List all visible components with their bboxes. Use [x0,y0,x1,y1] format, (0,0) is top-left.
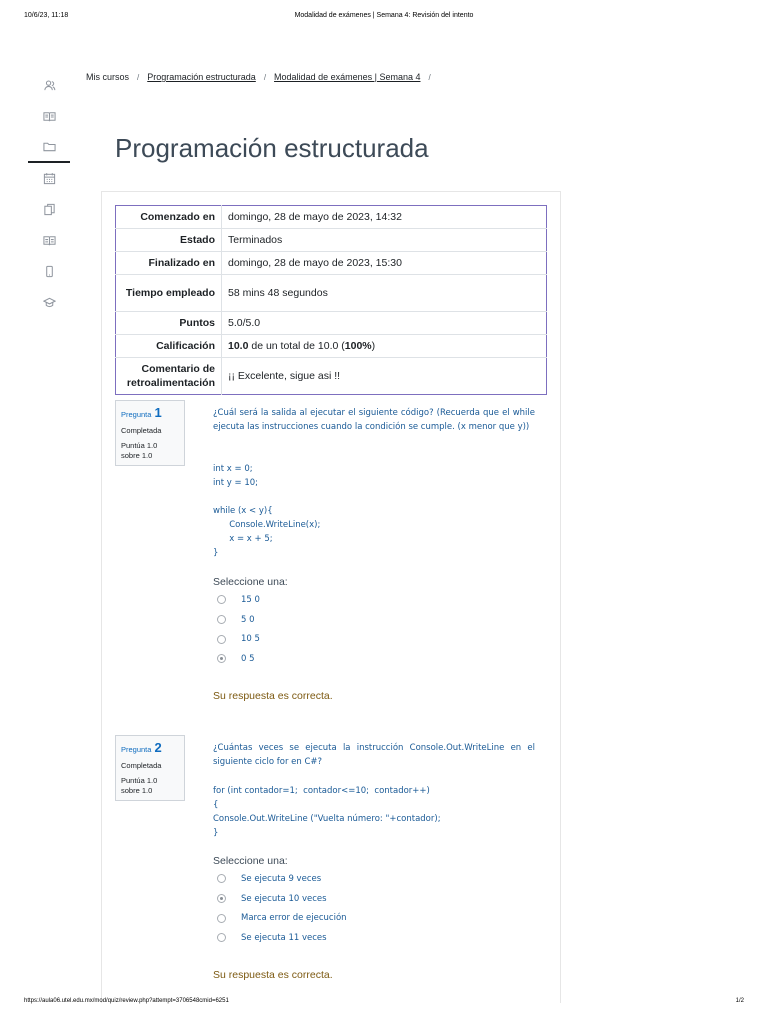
question-state: Completada [121,761,162,770]
nav-files[interactable] [28,132,70,163]
answer-option-label: 15 0 [241,594,260,605]
summary-value: ¡¡ Excelente, sigue asi !! [222,358,547,395]
print-footer [24,998,744,1010]
print-url: https://aula06.utel.edu.mx/mod/quiz/review.php?attempt=3706548cmid=6251 [24,998,229,1004]
question-info-box [115,735,185,801]
breadcrumb-quiz[interactable]: Modalidad de exámenes | Semana 4 [274,72,421,82]
summary-key: Estado [116,229,222,252]
nav-courses[interactable] [28,287,70,318]
summary-row [116,335,547,358]
question-text: ¿Cuántas veces se ejecuta la instrucción Console.Out.WriteLine en el siguiente ciclo for en C#? [213,743,535,768]
question-grade-line: sobre 1.0 [121,786,153,795]
nav-calendar[interactable] [28,163,70,194]
summary-key: Finalizado en [116,252,222,275]
question-grade-line: sobre 1.0 [121,451,153,460]
folder-icon [43,140,56,153]
breadcrumb-course[interactable]: Programación estructurada [147,72,256,82]
book-open-icon [43,110,56,123]
summary-row [116,229,547,252]
answer-option[interactable] [217,908,347,928]
answer-option-label: Se ejecuta 9 veces [241,873,322,884]
answer-option[interactable] [217,889,347,909]
question-info-box [115,400,185,466]
summary-value: Terminados [222,229,547,252]
nav-participants[interactable] [28,70,70,101]
question-number [121,405,179,420]
print-page-number: 1/2 [735,998,744,1004]
question-code: for (int contador=1; contador<=10; contador++) { Console.Out.WriteLine ("Vuelta número: "+contador); } [213,786,441,838]
answer-option-label: 0 5 [241,653,255,664]
breadcrumb-my-courses[interactable]: Mis cursos [86,72,130,82]
breadcrumb-separator: / [137,73,140,82]
question-code: int x = 0; int y = 10; while (x < y){ Console.WriteLine(x); x = x + 5; } [213,464,321,558]
mobile-icon [43,265,56,278]
summary-value: 58 mins 48 segundos [222,275,547,312]
attempt-summary-table [115,205,547,395]
summary-row [116,206,547,229]
nav-library[interactable] [28,225,70,256]
nav-copies[interactable] [28,194,70,225]
print-date: 10/6/23, 11:18 [24,12,69,19]
summary-row [116,252,547,275]
summary-value [222,335,547,358]
answer-option-label: 5 0 [241,614,255,625]
answer-option[interactable] [217,928,347,948]
summary-key: Tiempo empleado [116,275,222,312]
grade-percent: 100% [344,340,372,352]
grade-close: ) [371,340,376,352]
summary-key: Comentario de retroalimentación [116,358,222,395]
answer-options [217,869,347,948]
answer-prompt: Seleccione una: [213,855,288,867]
print-title: Modalidad de exámenes | Semana 4: Revisión del intento [294,12,474,19]
question-grade-line: Puntúa 1.0 [121,776,158,785]
answer-option-label: Se ejecuta 10 veces [241,893,327,904]
question-grade-line: Puntúa 1.0 [121,441,158,450]
summary-value: domingo, 28 de mayo de 2023, 15:30 [222,252,547,275]
summary-row [116,312,547,335]
summary-key: Calificación [116,335,222,358]
nav-mobile[interactable] [28,256,70,287]
user-group-icon [43,79,56,92]
question-number-value: 2 [154,740,162,755]
summary-key: Puntos [116,312,222,335]
breadcrumb [86,72,439,82]
question-number-value: 1 [154,405,162,420]
radio-button-selected[interactable] [217,894,226,903]
summary-row [116,275,547,312]
answer-option-label: Marca error de ejecución [241,913,347,924]
question-label: Pregunta [121,410,152,419]
question-grade [121,776,179,796]
radio-button-selected[interactable] [217,654,226,663]
summary-row [116,358,547,395]
answer-option-label: 10 5 [241,634,260,645]
graduation-cap-icon [43,296,56,309]
radio-button[interactable] [217,914,226,923]
answer-option[interactable] [217,629,260,649]
answer-prompt: Seleccione una: [213,576,288,588]
answer-option[interactable] [217,869,347,889]
radio-button[interactable] [217,874,226,883]
side-navigation [28,70,70,318]
breadcrumb-separator: / [263,73,267,82]
radio-button[interactable] [217,635,226,644]
breadcrumb-separator: / [428,73,431,82]
grade-value: 10.0 [228,340,249,352]
question-number [121,740,179,755]
nav-content[interactable] [28,101,70,132]
summary-value: domingo, 28 de mayo de 2023, 14:32 [222,206,547,229]
radio-button[interactable] [217,933,226,942]
answer-option[interactable] [217,590,260,610]
summary-key: Comenzado en [140,211,215,223]
answer-feedback: Su respuesta es correcta. [213,969,333,981]
question-text: ¿Cuál será la salida al ejecutar el siguiente código? (Recuerda que el while ejecuta las instrucciones cuando la condición se cumple. (x menor que y)) [213,408,535,433]
answer-options [217,590,260,669]
question-grade [121,441,179,461]
answer-option[interactable] [217,610,260,630]
summary-value: 5.0/5.0 [222,312,547,335]
answer-option-label: Se ejecuta 11 veces [241,932,327,943]
book-icon [43,234,56,247]
question-state: Completada [121,426,162,435]
calendar-icon [43,172,56,185]
copy-icon [43,203,56,216]
question-label: Pregunta [121,745,152,754]
page-title: Programación estructurada [115,133,429,163]
answer-feedback: Su respuesta es correcta. [213,690,333,702]
radio-button[interactable] [217,595,226,604]
radio-button[interactable] [217,615,226,624]
answer-option[interactable] [217,649,260,669]
grade-total: de un total de 10.0 ( [248,340,345,352]
print-header [24,12,744,24]
